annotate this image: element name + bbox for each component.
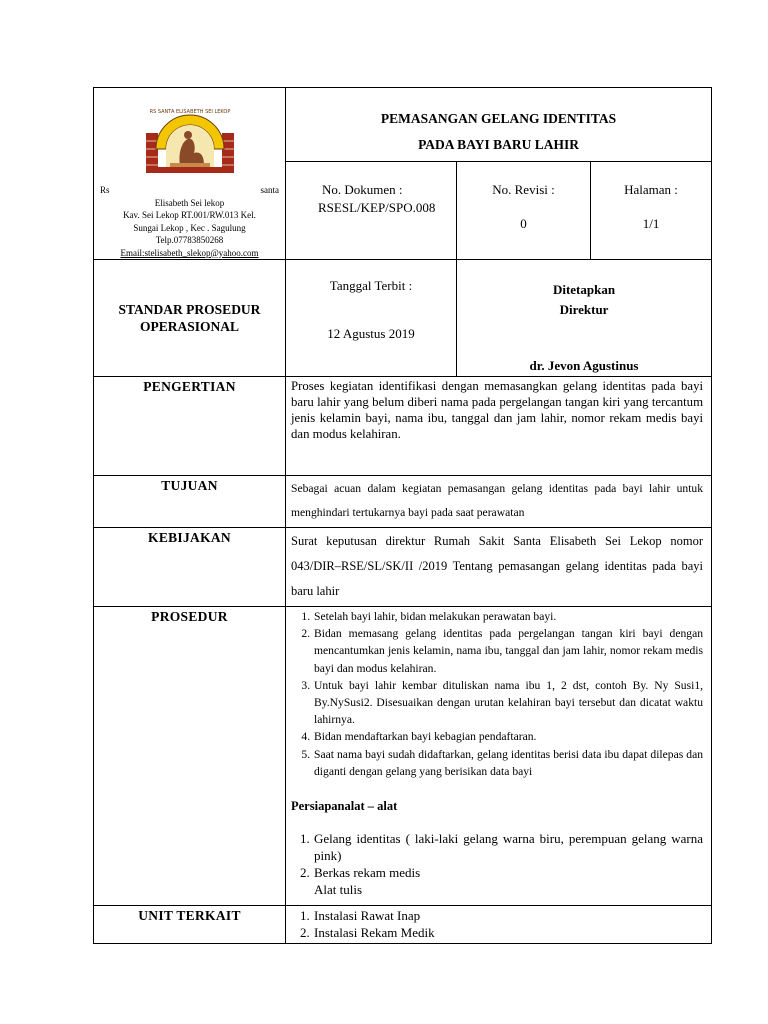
hospital-identity-cell [94, 88, 286, 260]
unit-item: 1. Instalasi Rawat Inap [313, 907, 703, 924]
tools-list [291, 830, 703, 898]
doc-number-value: RSESL/KEP/SPO.008 [318, 200, 436, 216]
issue-date-label: Tanggal Terbit : [329, 278, 413, 293]
unit-terkait-cell [286, 906, 712, 944]
pengertian-text: Proses kegiatan identifikasi dengan memasangkan gelang identitas pada bayi baru lahir yang belum diberi nama pada pergelangan tangan kiri yang tercantum jenis kelamin bayi, nama ibu, tanggal dan jam lahir, nomor rekam medis bayi dan modus kelahiran. [286, 377, 712, 476]
tujuan-text: Sebagai acuan dalam kegiatan pemasangan gelang identitas pada bayi lahir untuk menghindari tertukarnya bayi pada saat perawatan [286, 476, 712, 528]
issue-date-value: 12 Agustus 2019 [327, 326, 415, 341]
issue-date-cell [286, 260, 457, 377]
sop-label-line1: STANDAR PROSEDUR [118, 302, 261, 317]
hospital-address-line2: Sungai Lekop , Kec . Sagulung [133, 222, 246, 233]
tools-item: 2. Berkas rekam medis [313, 864, 703, 881]
prosedur-cell [286, 607, 712, 906]
approval-cell [457, 260, 712, 377]
unit-list [291, 907, 703, 941]
prosedur-steps [291, 608, 703, 780]
hospital-email: Email:stelisabeth_slekop@yahoo.com [120, 247, 259, 258]
santa-text: santa [260, 185, 279, 195]
document-title-cell [286, 88, 712, 162]
prosedur-step: 2. Bidan memasang gelang identitas pada pergelangan tangan kiri bayi dengan mencantumkan jenis kelamin, nama ibu, tanggal dan jam lahir, nomor rekam medis bayi dan modus kelahiran. [313, 625, 703, 677]
kebijakan-label: KEBIJAKAN [94, 528, 286, 607]
hospital-address-line1: Kav. Sei Lekop RT.001/RW.013 Kel. [123, 210, 256, 220]
sop-label-cell [94, 260, 286, 377]
revision-value: 0 [520, 216, 527, 232]
hospital-phone: Telp.07783850268 [155, 235, 224, 245]
page-label: Halaman : [624, 182, 678, 198]
pengertian-label: PENGERTIAN [94, 377, 286, 476]
doc-number-label: No. Dokumen : [322, 182, 403, 198]
doc-number-cell [286, 162, 457, 260]
revision-cell [457, 162, 591, 260]
page-value: 1/1 [642, 216, 660, 232]
hospital-logo [94, 88, 285, 180]
prosedur-step: 1. Setelah bayi lahir, bidan melakukan perawatan bayi. [313, 608, 703, 625]
hospital-address [94, 180, 285, 259]
sop-document [93, 87, 712, 944]
approval-line1: Ditetapkan [552, 282, 616, 297]
logo-text: RS SANTA ELISABETH SEI LEKOP [149, 109, 230, 115]
document-title-line2: PADA BAYI BARU LAHIR [418, 137, 579, 152]
hospital-logo-icon [144, 93, 236, 175]
unit-terkait-label: UNIT TERKAIT [94, 906, 286, 944]
tujuan-label: TUJUAN [94, 476, 286, 528]
sop-label-line2: OPERASIONAL [139, 319, 239, 334]
tools-item: Alat tulis [314, 882, 363, 898]
tools-heading: Persiapanalat – alat [291, 799, 398, 814]
prosedur-step: 5. Saat nama bayi sudah didaftarkan, gelang identitas berisi data ibu dapat dilepas dan diganti dengan gelang yang berisikan data bayi [313, 746, 703, 780]
revision-label: No. Revisi : [492, 182, 555, 198]
kebijakan-text: Surat keputusan direktur Rumah Sakit Santa Elisabeth Sei Lekop nomor 043/DIR–RSE/SL/SK/II /2019 Tentang pemasangan gelang identitas pada bayi baru lahir [286, 528, 712, 607]
hospital-name: Elisabeth Sei lekop [154, 197, 225, 208]
prosedur-step: 3. Untuk bayi lahir kembar dituliskan nama ibu 1, 2 dst, contoh By. Ny Susi1, By.NySusi2. Disesuaikan dengan urutan kelahiran bayi tersebut dan dicatat waktu lahirnya. [313, 677, 703, 729]
page-cell [591, 162, 712, 260]
director-name: dr. Jevon Agustinus [529, 358, 639, 373]
approval-line2: Direktur [559, 302, 609, 317]
rs-text: Rs [100, 185, 110, 195]
tools-item: 1. Gelang identitas ( laki-laki gelang warna biru, perempuan gelang warna pink) [313, 830, 703, 864]
unit-item: 2. Instalasi Rekam Medik [313, 924, 703, 941]
prosedur-step: 4. Bidan mendaftarkan bayi kebagian pendaftaran. [313, 728, 703, 745]
prosedur-label: PROSEDUR [94, 607, 286, 906]
document-title-line1: PEMASANGAN GELANG IDENTITAS [380, 111, 617, 126]
